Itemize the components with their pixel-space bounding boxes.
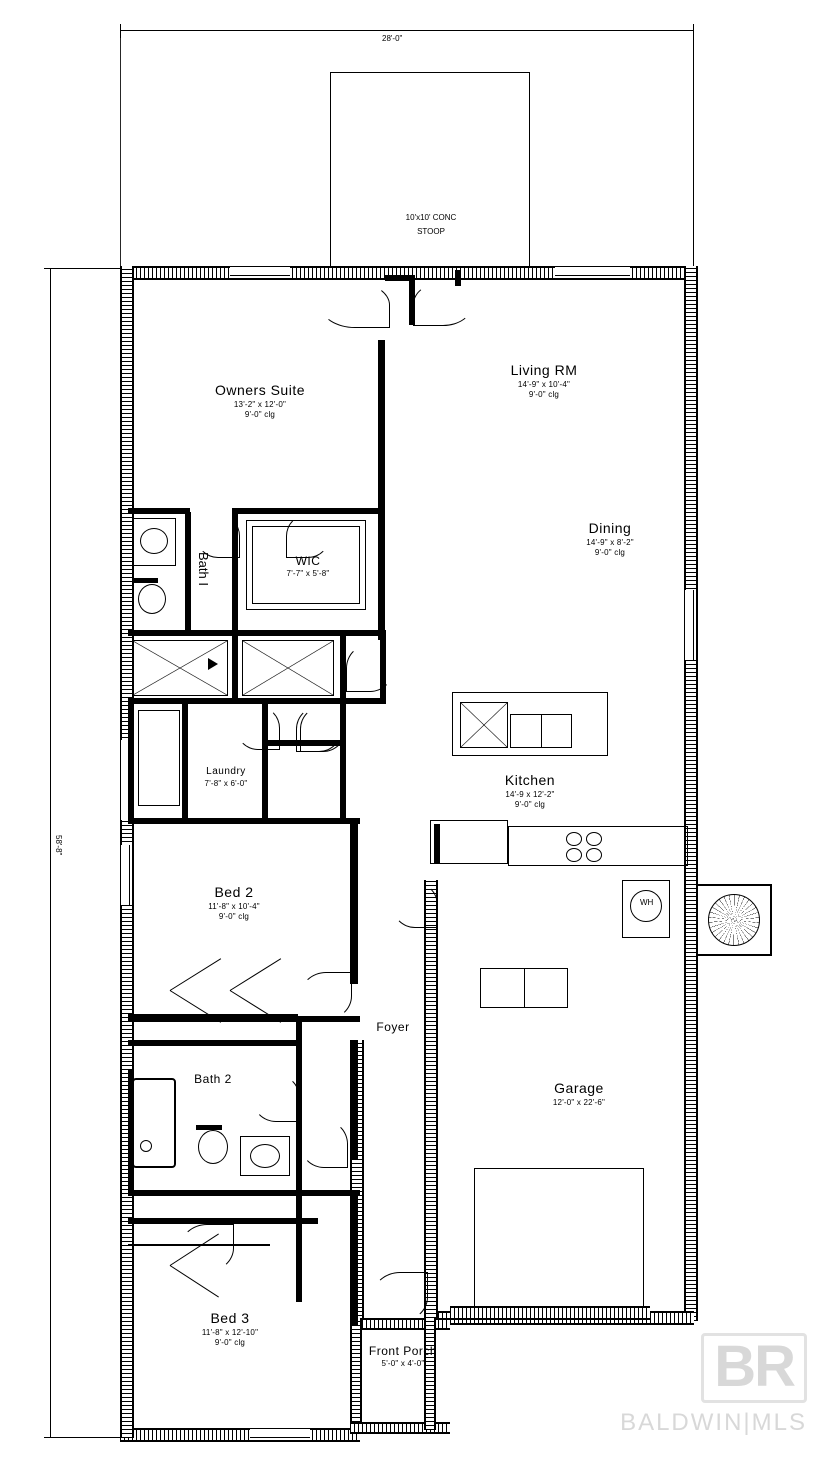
tub-drain-bath2 bbox=[140, 1140, 152, 1152]
water-heater-label: WH bbox=[640, 898, 654, 907]
wall-bath1-top bbox=[128, 508, 190, 514]
toilet-bowl-bath1 bbox=[138, 584, 166, 614]
wall-garage-left bbox=[424, 880, 438, 1330]
garage-step-divider bbox=[524, 968, 525, 1008]
cooktop-burner-4 bbox=[586, 848, 602, 862]
ceiling-fan-box bbox=[696, 884, 772, 956]
door-swing-entry-left[interactable] bbox=[320, 282, 390, 328]
shower-arrow bbox=[208, 658, 218, 670]
wall-bath2-bottom bbox=[128, 1190, 360, 1196]
door-swing-hall-d[interactable] bbox=[300, 1120, 348, 1168]
wall-bath1-bottom2 bbox=[128, 698, 386, 704]
door-swing-entry-right[interactable] bbox=[413, 282, 473, 326]
dimension-ext-right bbox=[693, 30, 694, 270]
kitchen-cabinet-edge bbox=[434, 824, 440, 864]
room-label-garage: Garage 12'-0" x 22'-6" bbox=[552, 1080, 606, 1107]
door-swing-hall-a[interactable] bbox=[346, 644, 394, 692]
door-swing-hall-c[interactable] bbox=[296, 706, 342, 752]
kitchen-sink-divider bbox=[541, 714, 542, 748]
wall-foyer-left2 bbox=[350, 1196, 358, 1326]
cooktop-burner-3 bbox=[566, 848, 582, 862]
dimension-line-width bbox=[120, 30, 694, 31]
overall-width-label: 28'-0" bbox=[382, 34, 403, 43]
stoop-label-line2: STOOP bbox=[417, 227, 445, 236]
window-bed2 bbox=[118, 845, 132, 905]
room-label-dining: Dining 14'-9" x 8'-2" 9'-0" clg bbox=[586, 520, 634, 557]
wall-closet-bed2-right bbox=[296, 1016, 302, 1076]
porch-wall-right bbox=[424, 1318, 436, 1430]
room-label-living-rm: Living RM 14'-9" x 10'-4" 9'-0" clg bbox=[510, 362, 578, 399]
dimension-line-depth bbox=[50, 268, 51, 1438]
wall-laundry-right bbox=[182, 704, 188, 820]
door-swing-garage-entry[interactable] bbox=[392, 882, 438, 928]
dimension-ext-left bbox=[120, 30, 121, 270]
exterior-wall-right bbox=[684, 266, 698, 1321]
room-label-wic: WIC 7'-7" x 5'-8" bbox=[286, 554, 330, 578]
stoop-label-line1: 10'x10' CONC bbox=[405, 213, 457, 222]
door-swing-front-door[interactable] bbox=[372, 1272, 428, 1322]
room-label-kitchen: Kitchen 14'-9 x 12'-2" 9'-0" clg bbox=[504, 772, 556, 809]
porch-wall-left bbox=[350, 1318, 362, 1430]
window-living-room bbox=[555, 264, 630, 278]
room-label-owners-suite: Owners Suite 13'-2" x 12'-0" 9'-0" clg bbox=[214, 382, 306, 419]
overall-depth-label: 58'-8" bbox=[54, 835, 63, 856]
room-label-bath1: Bath I bbox=[196, 552, 211, 586]
kitchen-island-left bbox=[430, 820, 508, 864]
wall-owners-living bbox=[378, 340, 385, 640]
closet-rod-bed2 bbox=[128, 1014, 298, 1016]
garage-parking-area bbox=[474, 1168, 644, 1314]
watermark-logo: BR bbox=[701, 1333, 807, 1403]
door-swing-laundry[interactable] bbox=[236, 706, 280, 750]
toilet-bowl-bath2 bbox=[198, 1130, 228, 1164]
watermark bbox=[620, 1333, 807, 1437]
toilet-tank-bath2 bbox=[196, 1125, 222, 1130]
kitchen-range bbox=[460, 702, 508, 748]
door-swing-wic[interactable] bbox=[286, 514, 330, 558]
room-label-front-porch: Front Porch 5'-0" x 4'-0" bbox=[368, 1344, 438, 1368]
room-label-foyer: Foyer bbox=[376, 1020, 410, 1034]
shower-secondary bbox=[242, 640, 334, 696]
garage-door bbox=[450, 1306, 650, 1320]
door-swing-bed3[interactable] bbox=[180, 1224, 234, 1272]
ceiling-fan-icon bbox=[708, 894, 760, 946]
wall-bed3-right bbox=[296, 1196, 302, 1302]
sink-bath2 bbox=[250, 1144, 280, 1168]
sink-bath1 bbox=[140, 528, 168, 554]
watermark-text: BALDWIN|MLS bbox=[620, 1409, 807, 1436]
window-bed3 bbox=[250, 1426, 310, 1440]
cooktop-burner-2 bbox=[586, 832, 602, 846]
exterior-wall-bottom-left bbox=[120, 1428, 360, 1442]
toilet-tank-bath1 bbox=[134, 578, 158, 583]
dimension-ext-top bbox=[50, 268, 122, 269]
wall-bath1-bottom bbox=[128, 630, 386, 636]
room-label-bed2: Bed 2 11'-8" x 10'-4" 9'-0" clg bbox=[208, 884, 260, 921]
laundry-appliance bbox=[138, 710, 180, 806]
closet-door-bed2-c bbox=[230, 958, 281, 991]
wall-foyer-left bbox=[350, 1040, 358, 1160]
window-owners-suite bbox=[230, 264, 290, 278]
wall-closet-bed2 bbox=[128, 1040, 300, 1046]
window-dining bbox=[682, 590, 696, 660]
cooktop-burner-1 bbox=[566, 832, 582, 846]
wall-bath1-left bbox=[185, 512, 191, 632]
closet-door-bed2-a bbox=[170, 958, 221, 991]
wall-bed2-right bbox=[350, 824, 358, 984]
wall-laundry-left bbox=[128, 700, 134, 820]
wall-laundry-bottom bbox=[128, 818, 360, 824]
concrete-stoop bbox=[330, 72, 530, 270]
bathtub-bath2 bbox=[132, 1078, 176, 1168]
room-label-bed3: Bed 3 11'-8" x 12'-10" 9'-0" clg bbox=[201, 1310, 259, 1347]
door-swing-bed2[interactable] bbox=[300, 972, 352, 1020]
room-label-bath2: Bath 2 bbox=[194, 1072, 232, 1086]
room-label-laundry: Laundry 7'-8" x 6'-0" bbox=[204, 766, 248, 788]
